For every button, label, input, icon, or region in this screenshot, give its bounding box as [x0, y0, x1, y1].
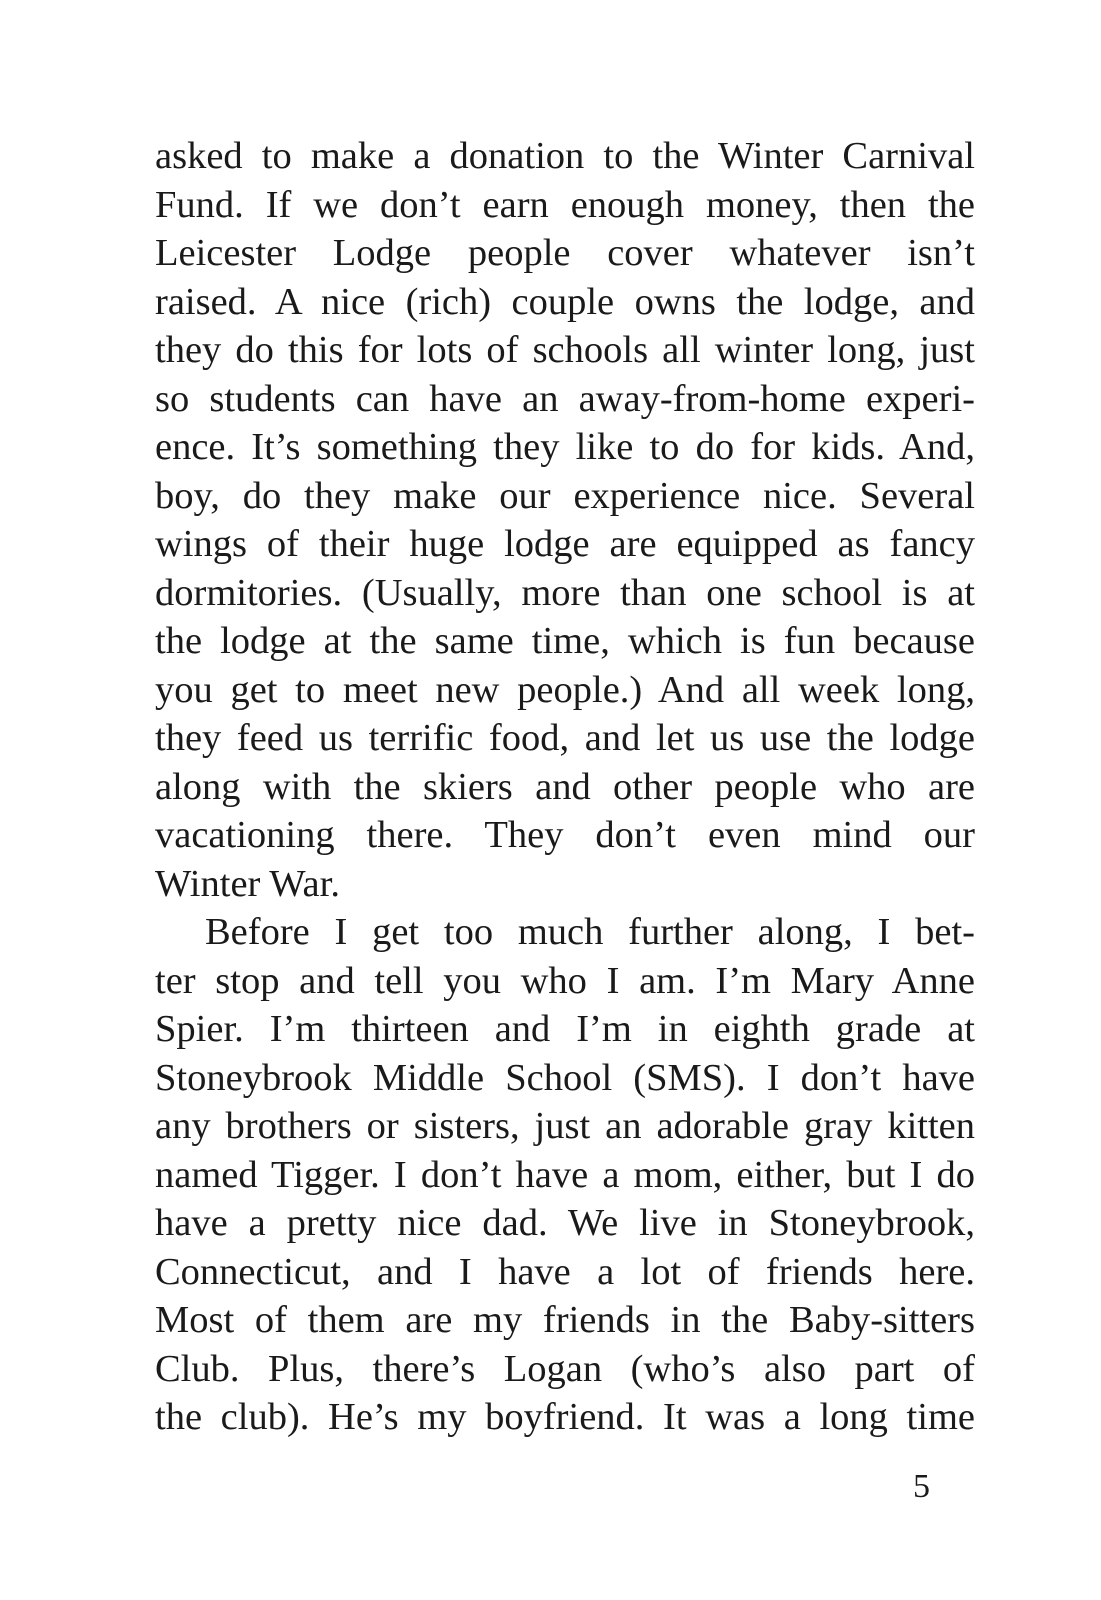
text-line: named Tigger. I don’t have a mom, either, but I do	[155, 1153, 975, 1196]
text-line: dormitories. (Usually, more than one school is at	[155, 571, 975, 614]
text-line: Leicester Lodge people cover whatever isn’t	[155, 232, 975, 274]
page-number: 5	[913, 1468, 930, 1505]
text-line: Club. Plus, there’s Logan (who’s also part of	[155, 1347, 975, 1390]
text-line: the lodge at the same time, which is fun because	[155, 620, 975, 662]
text-line: Fund. If we don’t earn enough money, then the	[155, 183, 975, 226]
text-line: boy, do they make our experience nice. Several	[155, 474, 975, 517]
text-line: any brothers or sisters, just an adorable gray kitten	[155, 1105, 975, 1147]
text-line: you get to meet new people.) And all week long,	[155, 668, 975, 711]
text-line: ter stop and tell you who I am. I’m Mary Anne	[155, 959, 975, 1002]
text-line: Connecticut, and I have a lot of friends here.	[155, 1250, 975, 1293]
paragraph-start-line: Before I get too much further along, I bet-	[205, 911, 975, 953]
text-line: they do this for lots of schools all winter long, just	[155, 329, 975, 371]
text-line: Winter War.	[155, 862, 340, 905]
text-line: vacationing there. They don’t even mind our	[155, 814, 975, 856]
text-line: Most of them are my friends in the Baby-sitters	[155, 1299, 975, 1341]
text-line: Spier. I’m thirteen and I’m in eighth grade at	[155, 1008, 975, 1050]
text-line: they feed us terrific food, and let us use the lodge	[155, 717, 975, 759]
text-line: Stoneybrook Middle School (SMS). I don’t have	[155, 1056, 975, 1099]
text-line: so students can have an away-from-home experi-	[155, 377, 975, 420]
text-line: asked to make a donation to the Winter Carnival	[155, 135, 975, 177]
text-line: along with the skiers and other people who are	[155, 765, 975, 808]
text-line: ence. It’s something they like to do for kids. And,	[155, 426, 975, 468]
text-line: the club). He’s my boyfriend. It was a long time	[155, 1396, 975, 1438]
text-line: have a pretty nice dad. We live in Stoneybrook,	[155, 1202, 975, 1244]
text-line: raised. A nice (rich) couple owns the lodge, and	[155, 280, 975, 323]
text-line: wings of their huge lodge are equipped as fancy	[155, 523, 975, 565]
